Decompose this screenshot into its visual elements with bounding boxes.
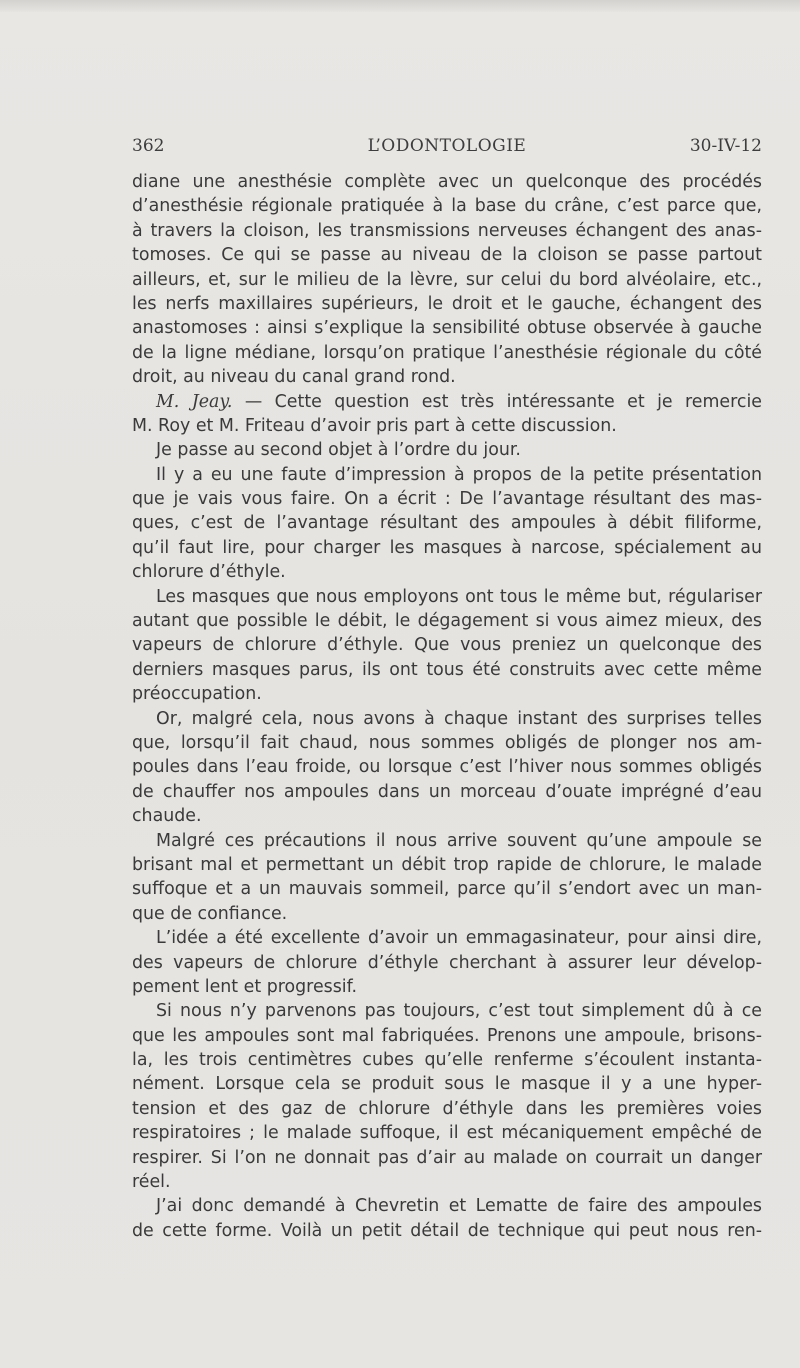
paragraph	[132, 438, 762, 462]
text-line: des vapeurs de chlorure d’éthyle cherchant à assurer leur dévelop-	[132, 952, 762, 973]
text-line: L’idée a été excellente d’avoir un emmagasinateur, pour ainsi dire,	[156, 928, 762, 949]
issue-date: 30-IV-12	[689, 136, 762, 156]
text-line: que, lorsqu’il fait chaud, nous sommes obligés de plonger nos am-	[132, 732, 762, 753]
paragraph	[132, 390, 762, 439]
text-line: poules dans l’eau froide, ou lorsque c’est l’hiver nous sommes obligés	[132, 757, 762, 778]
text-line: que je vais vous faire. On a écrit : De l’avantage résultant des mas-	[132, 489, 762, 510]
paragraph	[132, 999, 762, 1194]
journal-title: L’ODONTOLOGIE	[367, 136, 527, 156]
text-line: réel.	[132, 1172, 171, 1193]
text-line: la, les trois centimètres cubes qu’elle renferme s’écoulent instanta-	[132, 1050, 762, 1071]
text-line: respiratoires ; le malade suffoque, il est mécaniquement empêché de	[132, 1123, 762, 1144]
text-line: Les masques que nous employons ont tous le même but, régulariser	[156, 586, 762, 607]
paragraph	[132, 926, 762, 999]
text-line: de la ligne médiane, lorsqu’on pratique l’anesthésie régionale du côté	[132, 342, 762, 363]
text-line: pement lent et progressif.	[132, 976, 357, 997]
text-line: derniers masques parus, ils ont tous été construits avec cette même	[132, 659, 762, 680]
paragraph	[132, 1194, 762, 1243]
text-line: J’ai donc demandé à Chevretin et Lematte de faire des ampoules	[156, 1196, 762, 1217]
text-line: vapeurs de chlorure d’éthyle. Que vous preniez un quelconque des	[132, 635, 762, 656]
text-line: Malgré ces précautions il nous arrive souvent qu’une ampoule se	[156, 830, 762, 851]
page-number: 362	[132, 136, 165, 156]
text-line: à travers la cloison, les transmissions nerveuses échangent des anas-	[132, 220, 762, 241]
text-line: ques, c’est de l’avantage résultant des ampoules à débit filiforme,	[132, 513, 762, 534]
text-line: anastomoses : ainsi s’explique la sensibilité obtuse observée à gauche	[132, 318, 762, 339]
text-line: tension et des gaz de chlorure d’éthyle dans les premières voies	[132, 1098, 762, 1119]
paragraph	[132, 170, 762, 390]
speaker-name: M. Jeay.	[156, 391, 233, 412]
text-line: suffoque et a un mauvais sommeil, parce qu’il s’endort avec un man-	[132, 879, 762, 900]
text-line: tomoses. Ce qui se passe au niveau de la cloison se passe partout	[132, 245, 762, 266]
paragraph	[132, 463, 762, 585]
text-line: d’anesthésie régionale pratiquée à la base du crâne, c’est parce que,	[132, 196, 762, 217]
text-line: chlorure d’éthyle.	[132, 562, 286, 583]
paragraph	[132, 829, 762, 927]
text-line: Je passe au second objet à l’ordre du jour.	[156, 440, 521, 461]
text-line: M. Roy et M. Friteau d’avoir pris part à cette discussion.	[132, 415, 617, 436]
text-line: préoccupation.	[132, 684, 262, 705]
text-line: de chauffer nos ampoules dans un morceau d’ouate imprégné d’eau	[132, 781, 762, 802]
body-text	[132, 170, 762, 1243]
page-top-edge	[0, 0, 800, 12]
paragraph	[132, 707, 762, 829]
text-line: droit, au niveau du canal grand rond.	[132, 367, 456, 388]
text-line: brisant mal et permettant un débit trop rapide de chlorure, le malade	[132, 854, 762, 875]
text-line: qu’il faut lire, pour charger les masques à narcose, spécialement au	[132, 537, 762, 558]
text-line: que les ampoules sont mal fabriquées. Prenons une ampoule, brisons-	[132, 1025, 762, 1046]
text-line: Si nous n’y parvenons pas toujours, c’est tout simplement dû à ce	[156, 1001, 762, 1022]
text-line: respirer. Si l’on ne donnait pas d’air au malade on courrait un danger	[132, 1147, 762, 1168]
text-line: de cette forme. Voilà un petit détail de technique qui peut nous ren-	[132, 1220, 762, 1241]
paragraph	[132, 585, 762, 707]
running-head	[132, 136, 762, 162]
text-line: chaude.	[132, 806, 202, 827]
text-run: — Cette question est très intéressante et je remercie	[232, 391, 762, 412]
text-line: diane une anesthésie complète avec un quelconque des procédés	[132, 172, 762, 192]
text-line: que de confiance.	[132, 903, 288, 924]
text-line: Or, malgré cela, nous avons à chaque instant des surprises telles	[156, 708, 762, 729]
text-line: Il y a eu une faute d’impression à propos de la petite présentation	[156, 464, 762, 485]
text-line: les nerfs maxillaires supérieurs, le droit et le gauche, échangent des	[132, 293, 762, 314]
text-line	[132, 390, 762, 414]
text-line: autant que possible le débit, le dégagement si vous aimez mieux, des	[132, 611, 762, 632]
text-line: ailleurs, et, sur le milieu de la lèvre, sur celui du bord alvéolaire, etc.,	[132, 269, 762, 290]
text-line: nément. Lorsque cela se produit sous le masque il y a une hyper-	[132, 1074, 762, 1095]
